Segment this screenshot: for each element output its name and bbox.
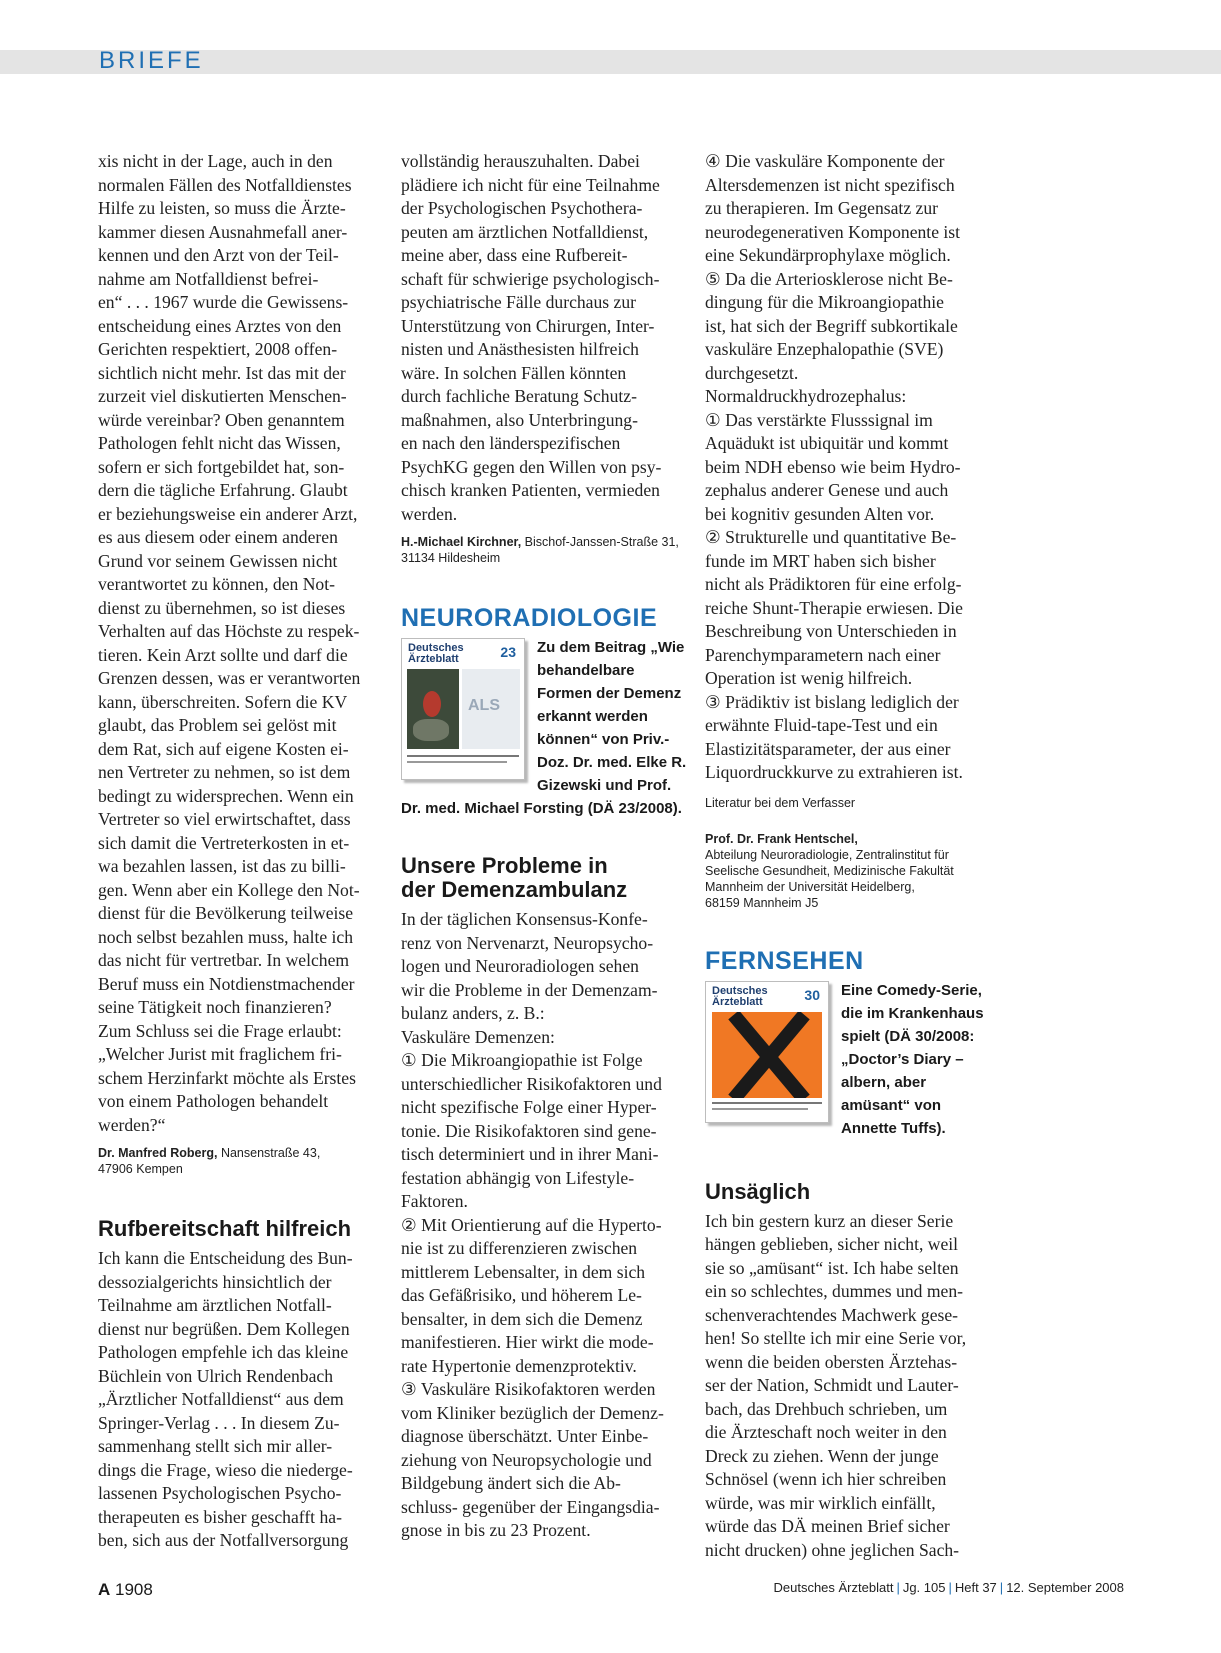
- journal-issue: Heft 37: [954, 1580, 997, 1595]
- letter-text: xis nicht in der Lage, auch in den normalen Fällen des Notfalldienstes Hilfe zu leisten, so muss die Ärzte- kammer diesen Ausnahmefall aner- kennen und den Arzt von der Teil- nahme am Notfalldienst befrei- en“ . . . 1967 wurde die Gewissens- entscheidung eines Arztes von den Gerichten respektiert, 2008 offen- sichtlich nicht mehr. Ist das mit der zurzeit viel diskutierten Menschen- würde vereinbar? Oben genanntem Pathologen fehlt nicht das Wissen, sofern er sich fortgebildet hat, son- dern die tägliche Erfahrung. Glaubt er beziehungsweise ein anderer Arzt, es aus diesem oder einem anderen Grund vor seinem Gewissen nicht verantwortet zu können, den Not- dienst zu übernehmen, so ist dieses Verhalten auf das Höchste zu respek- tieren. Kein Arzt sollte und darf die Grenzen dessen, was er verantworten kann, überschreiten. Sofern die KV glaubt, das Problem sei gelöst mit dem Rat, sich auf eigene Kosten ei- nen Vertreter zu nehmen, so ist dem bedingt zu widersprechen. Wenn ein Vertreter so viel erwirtschaftet, dass sich damit die Vertreterkosten in et- wa bezahlen lassen, ist das zu billi- gen. Wenn aber ein Kollege den Not- dienst für die Bevölkerung teilweise noch selbst bezahlen muss, halte ich das nicht für vertretbar. In welchem Beruf muss ein Notdienstmachender seine Tätigkeit noch finanzieren? Zum Schluss sei die Frage erlaubt: „Welcher Jurist mit fraglichem fri- schem Herzinfarkt möchte als Erstes von einem Pathologen behandelt werden?“: [98, 151, 361, 1135]
- signature-address: Nansenstraße 43, 47906 Kempen: [98, 1146, 321, 1176]
- cover-logo: Deutsches Ärzteblatt: [408, 642, 464, 665]
- cover-issue-number: 23: [500, 644, 516, 660]
- page-number: [98, 1580, 153, 1600]
- column-3: [705, 150, 995, 1562]
- letter-signature: [401, 534, 691, 566]
- cover-logo: Deutsches Ärzteblatt: [712, 984, 768, 1008]
- letter-text: ④ Die vaskuläre Komponente der Altersdemenzen ist nicht spezifisch zu therapieren. Im Gegensatz zur neurodegenerativen Komponente ist eine Sekundärprophylaxe möglich. ⑤ Da die Arteriosklerose nicht Be- dingung für die Mikroangiopathie ist, hat sich der Begriff subkortikale vaskuläre Enzephalopathie (SVE) durchgesetzt. Normaldruckhydrozephalus: ① Das verstärkte Flusssignal im Aquädukt ist ubiquitär und kommt beim NDH ebenso wie beim Hydro- zephalus anderer Genese und auch bei kognitiv gesunden Alten vor. ② Strukturelle und quantitative Be- funde im MRT haben sich bisher nicht als Prädiktoren für eine erfolg- reiche Shunt-Therapie erwiesen. Die Beschreibung von Unterschieden in Parenchymparametern nach einer Operation ist wenig hilfreich. ③ Prädiktiv ist bislang lediglich der erwähnte Fluid-tape-Test und ein Elastizitätsparameter, der aus einer Liquordruckkurve zu extrahieren ist.: [705, 151, 963, 782]
- reference-text: Zu dem Beitrag „Wie behandelbare Formen der Demenz erkannt werden können“ von Priv.-Doz. Dr. med. Elke R. Gizewski und Prof. Dr. med. Michael Forsting (DÄ 23/2008).: [401, 639, 687, 817]
- letter-text: Ich kann die Entscheidung des Bun- dessozialgerichts hinsichtlich der Teilnahme am ärztlichen Notfall- dienst nur begrüßen. Dem Kollegen Pathologen empfehle ich das kleine Büchlein von Ulrich Rendenbach „Ärztlicher Notfalldienst“ aus dem Springer-Verlag . . . In diesem Zu- sammenhang stellt sich mir aller- dings die Frage, wieso die niederge- lassenen Psychologischen Psycho- therapeuten es bisher geschafft ha- ben, sich aus der Notfallversorgung: [98, 1248, 353, 1550]
- letter-text: Ich bin gestern kurz an dieser Serie hängen geblieben, sicher nicht, weil sie so „amüsant“ ist. Ich habe selten ein so schlechtes, dummes und men- schenverachtendes Machwerk gese- hen! So stellte ich mir eine Serie vor, wenn die beiden obersten Ärztehas- ser der Nation, Schmidt und Lauter- bach, das Drehbuch schrieben, um die Ärzteschaft noch weiter in den Dreck zu ziehen. Wenn der junge Schnösel (wenn ich hier schreiben würde, was mir wirklich einfällt, würde das DÄ meinen Brief sicher nicht drucken) ohne jeglichen Sach-: [705, 1210, 967, 1560]
- section-title-fernsehen: FERNSEHEN: [705, 946, 864, 975]
- letter-heading: Unsere Probleme in der Demenzambulanz: [401, 853, 628, 902]
- letter-heading: Unsäglich: [705, 1178, 811, 1204]
- signature-address: Bischof-Janssen-Straße 31, 31134 Hildesheim: [401, 535, 679, 565]
- signature-name: Prof. Dr. Frank Hentschel,: [705, 831, 858, 846]
- article-reference: [401, 636, 691, 820]
- page-letter: A: [98, 1580, 111, 1599]
- journal-citation: Deutsches Ärzteblatt | Jg. 105 | Heft 37 | 12. September 2008: [773, 1580, 1124, 1595]
- article-reference: [705, 979, 995, 1140]
- letter-signature: [705, 815, 995, 911]
- letter-heading: Rufbereitschaft hilfreich: [98, 1216, 352, 1241]
- letter-text: In der täglichen Konsensus-Konfe- renz von Nervenarzt, Neuropsycho- logen und Neuroradiologen sehen wir die Probleme in der Demenzam- bulanz anders, z. B.: Vaskuläre Demenzen: ① Die Mikroangiopathie ist Folge unterschiedlicher Risikofaktoren und nicht spezifische Folge einer Hyper- tonie. Die Risikofaktoren sind gene- tisch determiniert und in ihrer Mani- festation abhängig von Lifestyle- Faktoren. ② Mit Orientierung auf die Hyperto- nie ist zu differenzieren zwischen mittlerem Lebensalter, in dem sich das Gefäßrisiko, und höherem Le- bensalter, in dem sich die Demenz manifestieren. Hier wirkt die mode- rate Hypertonie demenzprotektiv. ③ Vaskuläre Risikofaktoren werden vom Kliniker bezüglich der Demenz- diagnose überschätzt. Unter Einbe- ziehung von Neuropsychologie und Bildgebung ändert sich die Ab- schluss- gegenüber der Eingangsdia- gnose in bis zu 23 Prozent.: [401, 909, 664, 1540]
- reference-text: Eine Comedy-Serie, die im Krankenhaus spielt (DÄ 30/2008: „Doctor’s Diary – albern, aber amüsant“ von Annette Tuffs).: [841, 981, 984, 1137]
- journal-volume: Jg. 105: [902, 1580, 946, 1595]
- signature-name: Dr. Manfred Roberg,: [98, 1146, 218, 1160]
- journal-date: 12. September 2008: [1006, 1580, 1124, 1595]
- signature-address: Abteilung Neuroradiologie, Zentralinstitut für Seelische Gesundheit, Medizinische Fakultät Mannheim der Universität Heidelberg, 68159 Mannheim J5: [705, 847, 954, 910]
- page-number-value: 1908: [115, 1580, 153, 1599]
- journal-cover-image: [401, 638, 525, 780]
- journal-cover-image: [705, 981, 829, 1123]
- column-1: [98, 150, 388, 1553]
- literature-note: Literatur bei dem Verfasser: [705, 795, 856, 810]
- cover-artwork: [712, 1012, 822, 1098]
- cover-issue-number: 30: [804, 986, 820, 1003]
- letter-text: vollständig herauszuhalten. Dabei plädiere ich nicht für eine Teilnahme der Psychologischen Psychothera- peuten am ärztlichen Notfalldienst, meine aber, dass eine Rufbereit- schaft für schwierige psychologisch- psychiatrische Fälle durchaus zur Unterstützung von Chirurgen, Inter- nisten und Anästhesisten hilfreich wäre. In solchen Fällen könnten durch fachliche Beratung Schutz- maßnahmen, also Unterbringung- en nach den länderspezifischen PsychKG gegen den Willen von psy- chisch kranken Patienten, vermieden werden.: [401, 151, 662, 524]
- column-2: [401, 150, 691, 1543]
- letter-signature: [98, 1145, 388, 1177]
- cover-panel: [462, 669, 520, 749]
- section-title-neuroradiologie: NEURORADIOLOGIE: [401, 604, 658, 632]
- signature-name: H.-Michael Kirchner,: [401, 535, 522, 549]
- journal-name: Deutsches Ärzteblatt: [773, 1580, 894, 1595]
- section-header: BRIEFE: [99, 47, 204, 74]
- cover-artwork: [407, 669, 459, 749]
- cover-title: ALS: [468, 697, 500, 714]
